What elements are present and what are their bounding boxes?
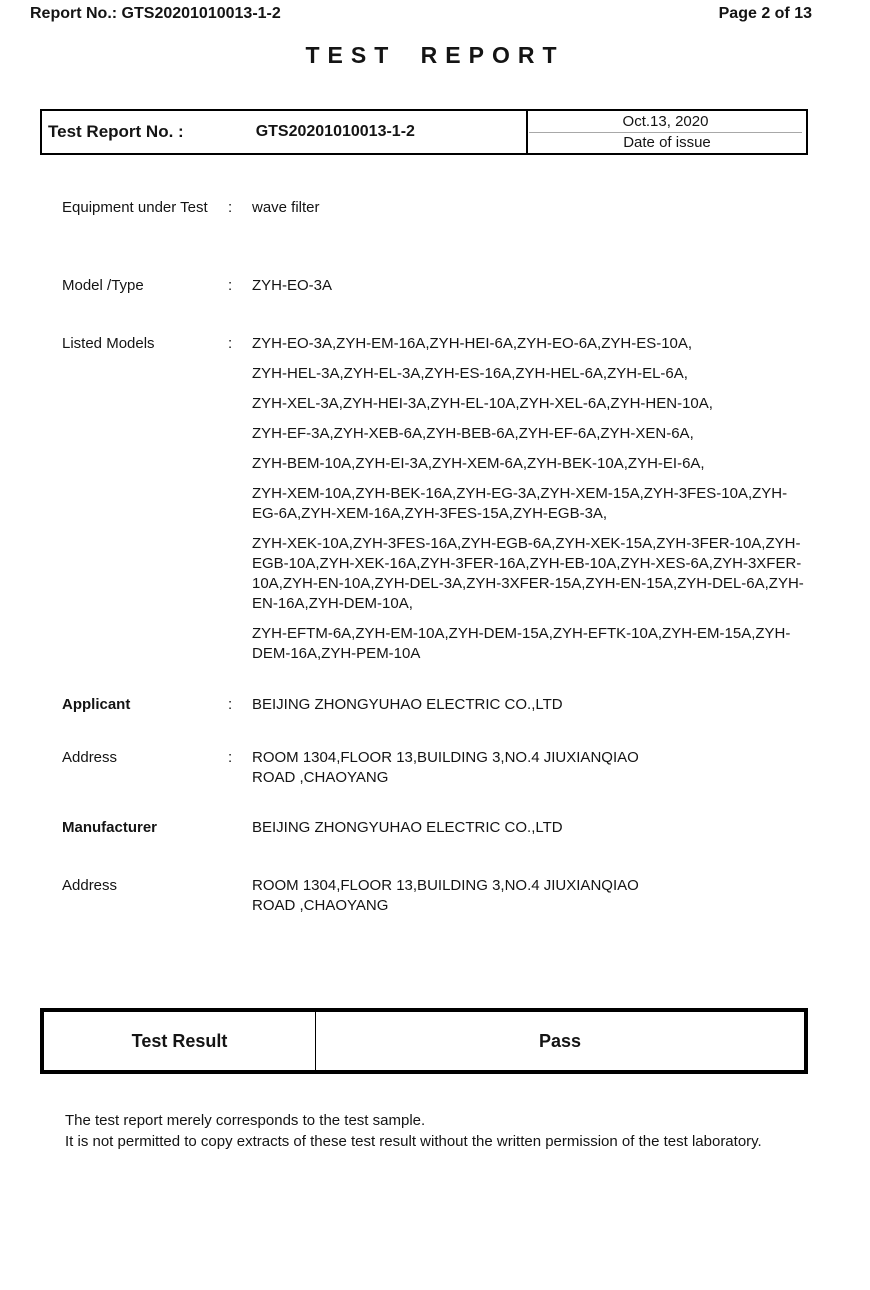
listed-models-paragraph: ZYH-EF-3A,ZYH-XEB-6A,ZYH-BEB-6A,ZYH-EF-6A,ZYH-XEN-6A,	[252, 425, 694, 442]
field-listed-models	[62, 334, 808, 664]
field-listed-models-value	[252, 334, 808, 664]
field-manufacturer	[62, 818, 808, 838]
footer-line-1: The test report merely corresponds to the test sample.	[65, 1112, 426, 1129]
listed-models-paragraph: ZYH-EFTM-6A,ZYH-EM-10A,ZYH-DEM-15A,ZYH-EFTK-10A,ZYH-EM-15A,ZYH-DEM-16A,ZYH-PEM-10A	[252, 625, 791, 662]
listed-models-paragraph: ZYH-XEM-10A,ZYH-BEK-16A,ZYH-EG-3A,ZYH-XEM-15A,ZYH-3FES-10A,ZYH-EG-6A,ZYH-XEM-16A,ZYH-3FES-15A,ZYH-EGB-3A,	[252, 485, 788, 522]
field-applicant-address	[62, 748, 808, 788]
field-manufacturer-address-value	[252, 876, 808, 916]
field-applicant-address-label: Address	[62, 749, 118, 766]
field-equipment-separator: :	[228, 199, 233, 216]
field-model	[62, 276, 808, 296]
field-model-value: ZYH-EO-3A	[252, 277, 333, 294]
footer-note	[65, 1110, 835, 1152]
listed-models-paragraph: ZYH-EO-3A,ZYH-EM-16A,ZYH-HEI-6A,ZYH-EO-6A,ZYH-ES-10A,	[252, 335, 693, 352]
field-manufacturer-address-label: Address	[62, 877, 118, 894]
test-result-table	[40, 1008, 808, 1074]
address-line: ROOM 1304,FLOOR 13,BUILDING 3,NO.4 JIUXIANQIAO	[252, 877, 639, 894]
report-number-label: Test Report No. :	[48, 122, 184, 141]
listed-models-paragraph: ZYH-BEM-10A,ZYH-EI-3A,ZYH-XEM-6A,ZYH-BEK-10A,ZYH-EI-6A,	[252, 455, 705, 472]
page-header	[30, 4, 812, 24]
field-applicant-address-separator: :	[228, 749, 233, 766]
listed-models-paragraph: ZYH-HEL-3A,ZYH-EL-3A,ZYH-ES-16A,ZYH-HEL-6A,ZYH-EL-6A,	[252, 365, 688, 382]
issue-date-label: Date of issue	[623, 134, 711, 152]
test-result-label: Test Result	[44, 1012, 316, 1070]
field-manufacturer-label: Manufacturer	[62, 819, 158, 836]
field-equipment-label: Equipment under Test	[62, 199, 208, 216]
page-title: TEST REPORT	[305, 42, 565, 68]
field-model-label: Model /Type	[62, 277, 144, 294]
field-applicant-value: BEIJING ZHONGYUHAO ELECTRIC CO.,LTD	[252, 696, 563, 713]
field-manufacturer-value: BEIJING ZHONGYUHAO ELECTRIC CO.,LTD	[252, 819, 563, 836]
field-applicant	[62, 695, 808, 715]
listed-models-paragraph: ZYH-XEK-10A,ZYH-3FES-16A,ZYH-EGB-6A,ZYH-XEK-15A,ZYH-3FER-10A,ZYH-EGB-10A,ZYH-XEK-16A,ZYH-3FER-16A,ZYH-EB-10A,ZYH-XES-6A,ZYH-3XFER-10A,ZYH-EN-10A,ZYH-DEL-3A,ZYH-3XFER-15A,ZYH-EN-15A,ZYH-DEL-6A,ZYH-EN-16A,ZYH-DEM-10A,	[252, 535, 804, 612]
listed-models-paragraph: ZYH-XEL-3A,ZYH-HEI-3A,ZYH-EL-10A,ZYH-XEL-6A,ZYH-HEN-10A,	[252, 395, 713, 412]
header-page-number: Page 2 of 13	[718, 5, 812, 22]
footer-line-2: It is not permitted to copy extracts of these test result without the written permission of the test laboratory.	[65, 1133, 762, 1150]
date-of-issue-cell	[528, 111, 806, 153]
address-line: ROAD ,CHAOYANG	[252, 897, 389, 914]
field-listed-models-separator: :	[228, 335, 233, 352]
field-equipment	[62, 198, 808, 218]
issue-date-value: Oct.13, 2020	[529, 111, 802, 133]
report-number-cell	[42, 111, 528, 153]
field-listed-models-label: Listed Models	[62, 335, 155, 352]
field-applicant-separator: :	[228, 696, 233, 713]
header-report-no: Report No.: GTS20201010013-1-2	[30, 5, 281, 22]
field-model-separator: :	[228, 277, 233, 294]
field-applicant-label: Applicant	[62, 696, 131, 713]
address-line: ROAD ,CHAOYANG	[252, 769, 389, 786]
address-line: ROOM 1304,FLOOR 13,BUILDING 3,NO.4 JIUXIANQIAO	[252, 749, 639, 766]
report-number-table	[40, 109, 808, 155]
field-manufacturer-address	[62, 876, 808, 916]
test-result-value: Pass	[538, 1030, 582, 1051]
report-number-value: GTS20201010013-1-2	[255, 123, 415, 140]
field-applicant-address-value	[252, 748, 808, 788]
field-equipment-value: wave filter	[252, 199, 320, 216]
